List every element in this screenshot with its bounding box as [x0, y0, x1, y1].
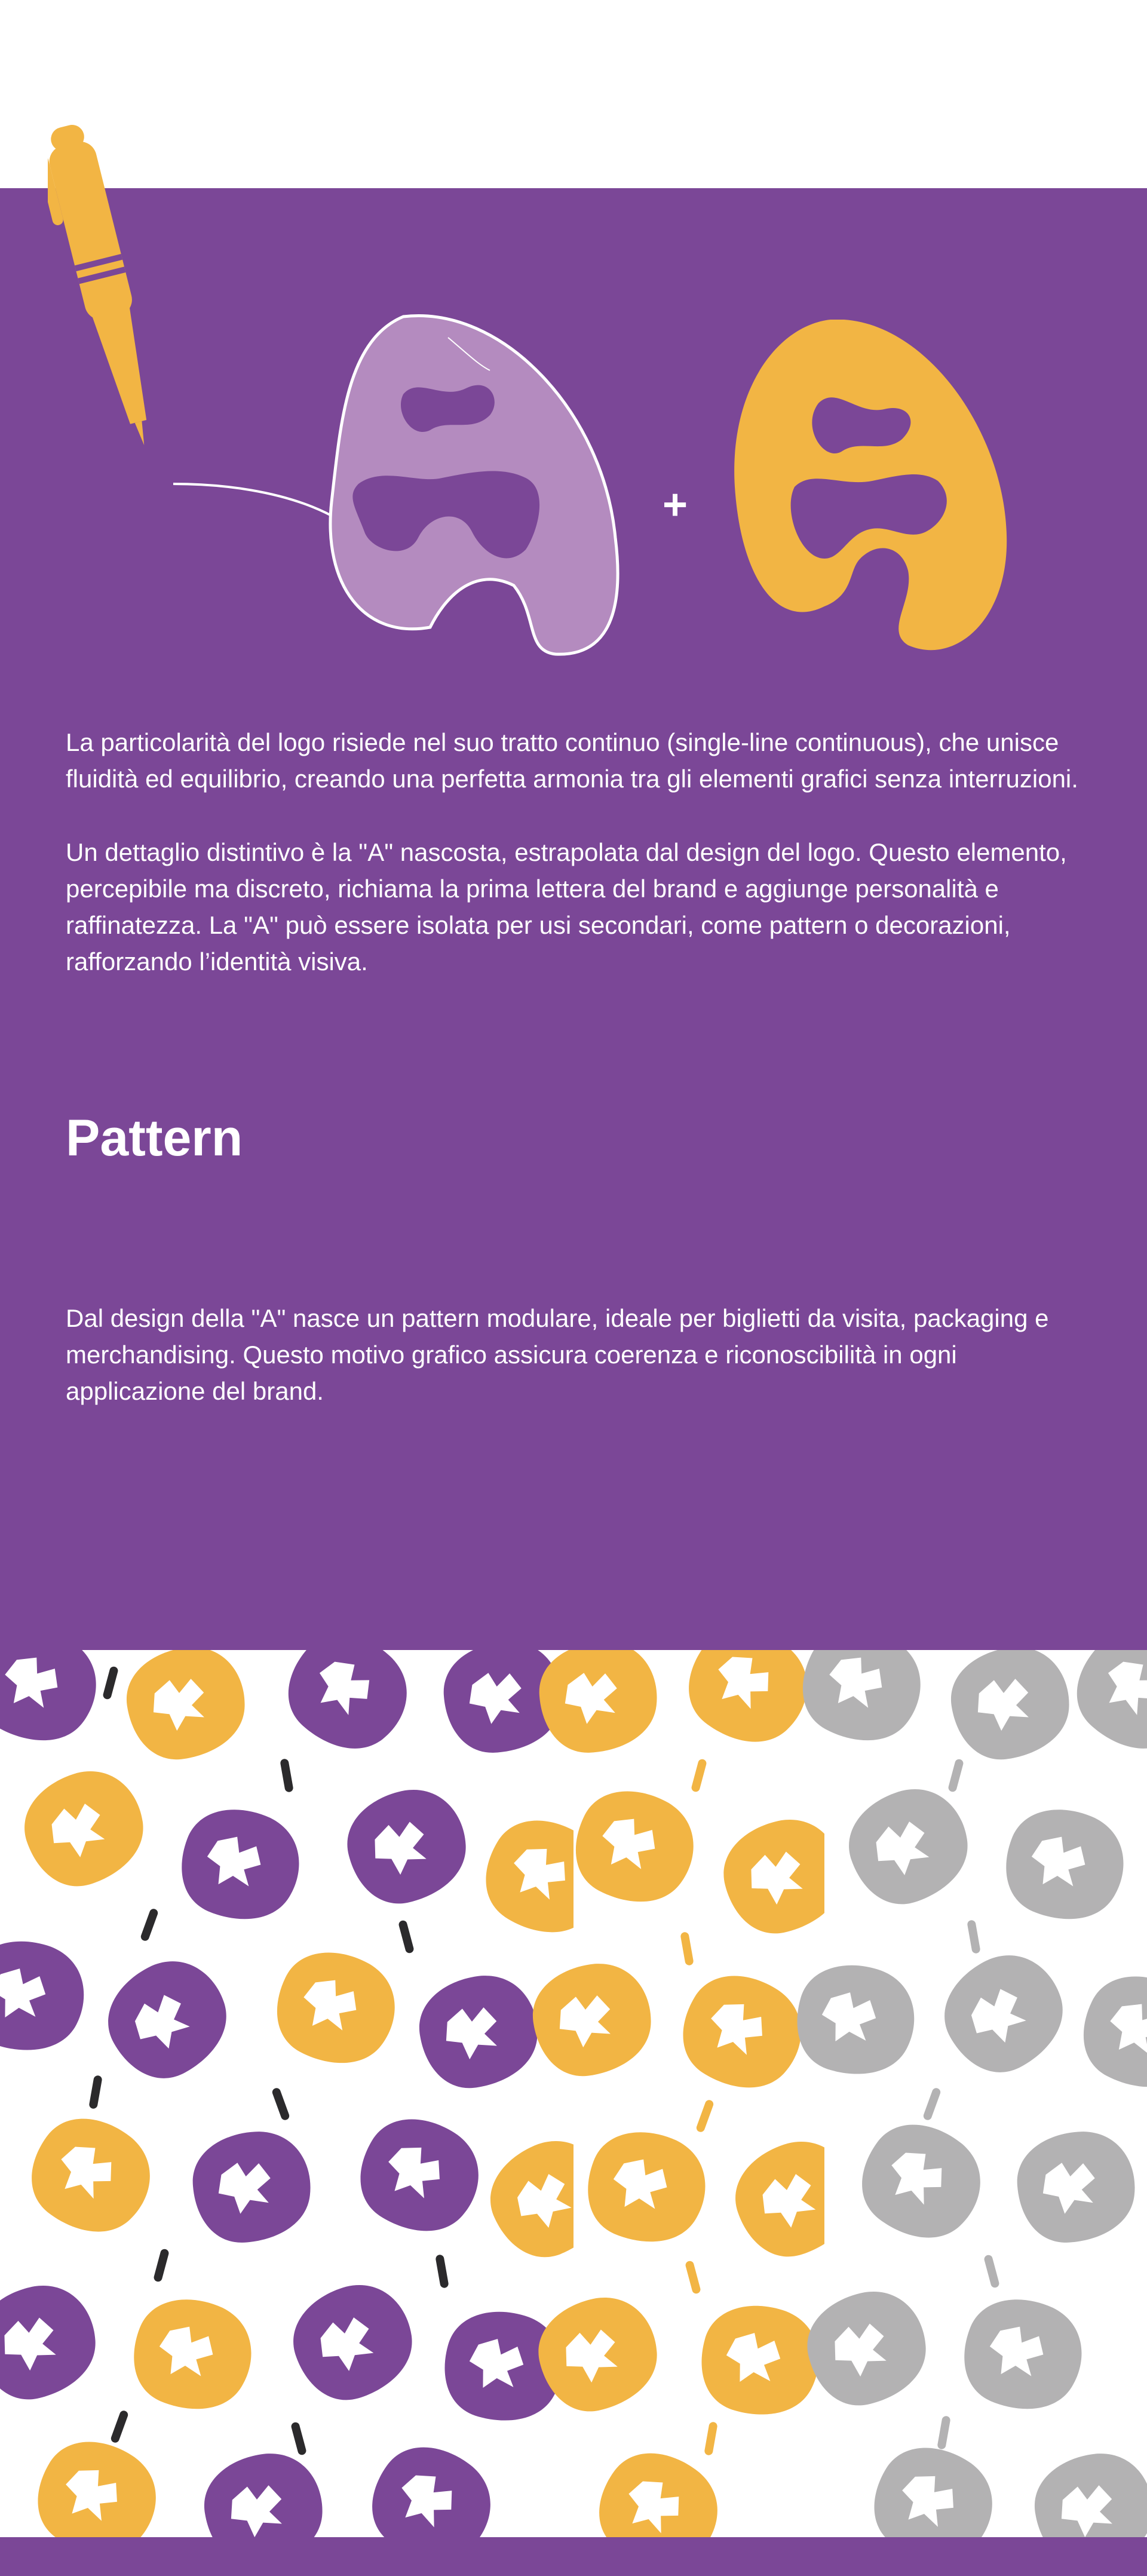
pen-icon — [48, 114, 179, 472]
pattern-graphic — [0, 1650, 1147, 2537]
pattern-section-title: Pattern — [66, 1109, 243, 1167]
plus-sign: + — [662, 481, 688, 529]
pattern-variant-grey — [788, 1650, 1147, 2537]
pattern-variant-yellow — [522, 1650, 872, 2537]
logo-a-outline — [167, 305, 633, 675]
pattern-section-paragraph: Dal design della "A" nasce un pattern modulare, ideale per biglietti da visita, packaging e merchandising. Questo motivo grafico assicura coerenza e riconoscibilità in ogni applicazione del brand. — [66, 1304, 1049, 1405]
logo-a-solid — [729, 320, 1010, 654]
pattern-variant-color — [0, 1650, 628, 2537]
description-paragraph-2: Un dettaglio distintivo è la "A" nascosta, estrapolata dal design del logo. Questo elemento, percepibile ma discreto, richiama la prima lettera del brand e aggiunge personalità e raffinatezza. La "A" può essere isolata per usi secondari, come pattern o decorazioni, rafforzando l’identità visiva. — [66, 838, 1067, 976]
description-paragraph-1: La particolarità del logo risiede nel suo tratto continuo (single-line continuous), che unisce fluidità ed equilibrio, creando una perfetta armonia tra gli elementi grafici senza interruzioni. — [66, 728, 1078, 793]
pattern-swatch — [0, 1650, 1147, 2537]
